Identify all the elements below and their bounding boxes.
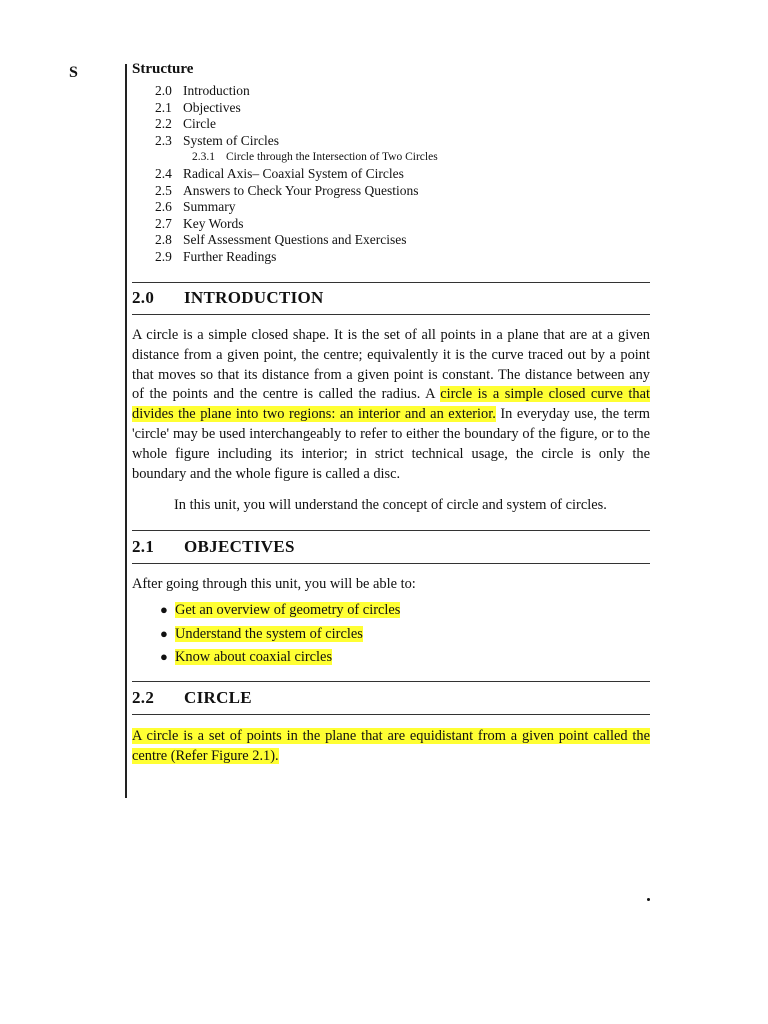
section-rule-top	[132, 530, 650, 531]
structure-title: Structure	[132, 61, 194, 77]
list-item-text: Get an overview of geometry of circles	[175, 602, 401, 618]
toc-item	[155, 116, 555, 133]
introduction-closing-paragraph: In this unit, you will understand the concept of circle and system of circles.	[174, 497, 607, 513]
highlighted-text: circle is a simple closed curve that divides the plane into two regions: an interior and an exterior.	[132, 386, 650, 423]
section-heading-introduction	[132, 288, 324, 308]
toc-item	[155, 216, 555, 233]
section-heading-objectives	[132, 537, 295, 557]
toc-item-number: 2.2	[155, 116, 172, 132]
circle-paragraph	[132, 727, 650, 767]
toc-item-number: 2.1	[155, 99, 172, 115]
section-rule-top	[132, 282, 650, 283]
toc-item-label: System of Circles	[183, 132, 279, 148]
bullet-icon: ●	[160, 602, 168, 617]
section-rule-top	[132, 681, 650, 682]
list-item	[160, 645, 400, 669]
section-title: OBJECTIVES	[184, 537, 295, 556]
section-rule-bottom	[132, 714, 650, 715]
toc-item-label: Key Words	[183, 215, 244, 231]
section-title: INTRODUCTION	[184, 288, 324, 307]
toc-item-number: 2.7	[155, 215, 172, 231]
toc-item-number: 2.3	[155, 132, 172, 148]
list-item	[160, 598, 400, 622]
list-item	[160, 622, 400, 646]
toc-item	[155, 199, 555, 216]
list-item-text: Know about coaxial circles	[175, 649, 333, 665]
margin-vertical-rule	[125, 64, 127, 798]
margin-letter: S	[69, 64, 78, 81]
structure-list	[155, 83, 555, 266]
objectives-lead: After going through this unit, you will be able to:	[132, 576, 416, 592]
toc-item-number: 2.4	[155, 165, 172, 181]
toc-item	[155, 133, 555, 150]
toc-item	[155, 183, 555, 200]
bullet-icon: ●	[160, 625, 168, 641]
toc-item-label: Answers to Check Your Progress Questions	[183, 182, 419, 198]
section-number: 2.2	[132, 688, 155, 707]
toc-item	[155, 249, 555, 266]
toc-item-number: 2.5	[155, 182, 172, 198]
introduction-text: A circle is a simple closed shape. It is the set of all points in a plane that are at a given distance from a given point, the centre; equivalently it is the curve traced out by a point that moves so that its distance from a given point is constant. The distance between any of the points and the centre is called the radius. A	[132, 327, 650, 403]
toc-item-label: Circle	[183, 116, 216, 132]
toc-item-number: 2.0	[155, 83, 172, 98]
toc-item-number: 2.6	[155, 199, 172, 215]
toc-item	[155, 100, 555, 117]
toc-item-label: Radical Axis– Coaxial System of Circles	[183, 165, 404, 181]
section-number: 2.1	[132, 537, 155, 556]
toc-item	[155, 166, 555, 183]
toc-item-number: 2.3.1	[192, 151, 215, 164]
toc-item-label: Self Assessment Questions and Exercises	[183, 232, 407, 248]
section-title: CIRCLE	[184, 688, 252, 707]
toc-item-label: Introduction	[183, 83, 250, 98]
objectives-list	[160, 598, 400, 669]
introduction-paragraph	[132, 326, 650, 484]
toc-item-number: 2.8	[155, 232, 172, 248]
toc-subitem	[155, 149, 555, 166]
introduction-text: In everyday use, the term 'circle' may be used interchangeably to refer to either the boundary of the figure, or to the whole figure including its interior; in strict technical usage, the circle is only the boundary and the whole figure is called a disc.	[132, 406, 650, 482]
section-number: 2.0	[132, 288, 155, 307]
toc-item-label: Circle through the Intersection of Two Circles	[226, 151, 438, 164]
toc-item-label: Further Readings	[183, 248, 277, 264]
toc-item-label: Summary	[183, 199, 236, 215]
section-rule-bottom	[132, 563, 650, 564]
toc-item-label: Objectives	[183, 99, 241, 115]
toc-item-number: 2.9	[155, 248, 172, 264]
highlighted-text: A circle is a set of points in the plane that are equidistant from a given point called the centre (Refer Figure 2.1).	[132, 728, 650, 764]
list-item-text: Understand the system of circles	[175, 625, 363, 642]
toc-item	[155, 83, 555, 100]
stray-dot-mark	[647, 898, 650, 901]
toc-item	[155, 232, 555, 249]
section-heading-circle	[132, 688, 252, 708]
bullet-icon: ●	[160, 649, 168, 664]
section-rule-bottom	[132, 314, 650, 315]
